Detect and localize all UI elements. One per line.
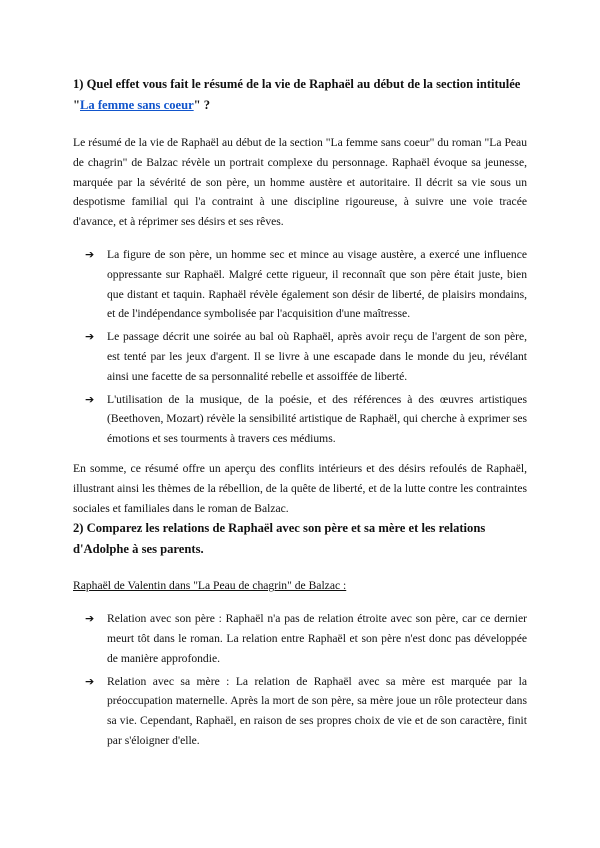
question-1-link[interactable]: La femme sans coeur — [80, 98, 194, 112]
list-item — [73, 390, 527, 449]
question-1-heading — [73, 74, 527, 116]
list-item — [73, 327, 527, 386]
bullet-list-1 — [73, 245, 527, 449]
arrow-icon: ➔ — [85, 247, 95, 261]
arrow-icon: ➔ — [85, 674, 95, 688]
question-1-text: 1) Quel effet vous fait le résumé de la vie de Raphaël au début de la section intitulée " — [73, 77, 521, 112]
summary-paragraph: En somme, ce résumé offre un aperçu des conflits intérieurs et des désirs refoulés de Raphaël, illustrant ainsi les thèmes de la rébellion, de la quête de liberté, et de la lutte contre les contraintes sociales et familiales dans le roman de Balzac. — [73, 461, 527, 515]
bullet-list-2 — [73, 609, 527, 751]
question-1-suffix: " ? — [193, 98, 211, 112]
bullet-text: Le passage décrit une soirée au bal où Raphaël, après avoir reçu de l'argent de son père, est tenté par les jeux d'argent. Il se livre à une escapade dans le monde du jeu, révélant ainsi une facette de sa personnalité rebelle et assoiffée de liberté. — [107, 330, 527, 383]
bullet-text: Relation avec son père : Raphaël n'a pas de relation étroite avec son père, car ce dernier meurt tôt dans le roman. La relation entre Raphaël et son père n'est donc pas développée de manière approfondie. — [107, 612, 527, 665]
arrow-icon: ➔ — [85, 392, 95, 406]
list-item — [73, 245, 527, 324]
section-subheading: Raphaël de Valentin dans "La Peau de chagrin" de Balzac : — [73, 579, 347, 593]
list-item — [73, 672, 527, 751]
question-2-heading: 2) Comparez les relations de Raphaël avec son père et sa mère et les relations d'Adolphe à ses parents. — [73, 521, 486, 557]
list-item — [73, 609, 527, 668]
arrow-icon: ➔ — [85, 330, 95, 344]
bullet-text: La figure de son père, un homme sec et mince au visage austère, a exercé une influence oppressante sur Raphaël. Malgré cette rigueur, il reconnaît que son père était juste, bien que distant et taquin. Raphaël révèle également son désir de liberté, de plaisirs mondains, et de l'indépendance symbolisée par l'acquisition d'une maîtresse. — [107, 247, 527, 321]
bullet-text: Relation avec sa mère : La relation de Raphaël avec sa mère est marquée par la préoccupation maternelle. Après la mort de son père, sa mère joue un rôle protecteur dans sa vie. Cependant, Raphaël, en raison de ses propres choix de vie et de son caractère, finit par s'éloigner d'elle. — [107, 674, 527, 747]
bullet-text: L'utilisation de la musique, de la poésie, et des références à des œuvres artistiques (Beethoven, Mozart) révèle la sensibilité artistique de Raphaël, qui cherche à exprimer ses émotions et ses tourments à travers ces médiums. — [107, 392, 527, 446]
arrow-icon: ➔ — [85, 612, 95, 626]
intro-paragraph: Le résumé de la vie de Raphaël au début de la section "La femme sans coeur" du roman "La Peau de chagrin" de Balzac révèle un portrait complexe du personnage. Raphaël évoque sa jeunesse, marquée par la sévérité de son père, un homme austère et autoritaire. Il décrit sa vie sous un despotisme familial qui l'a contraint à une discipline rigoureuse, à suivre une voie tracée d'avance, et à réprimer ses désirs et ses rêves. — [73, 136, 527, 229]
document-content — [73, 74, 527, 754]
